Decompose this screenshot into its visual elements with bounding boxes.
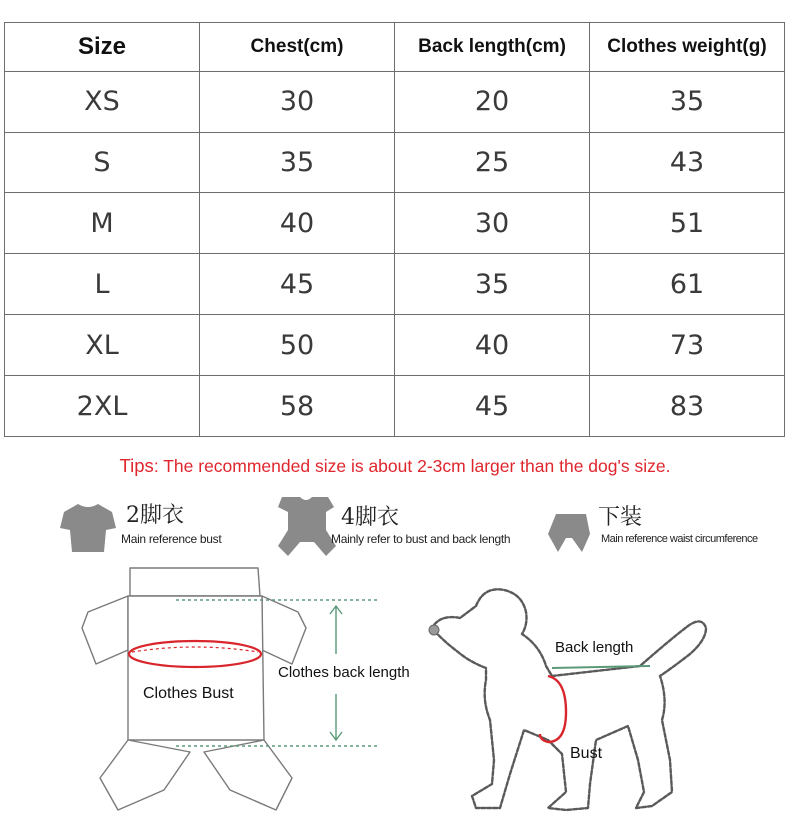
size-cell: M <box>5 193 200 254</box>
weight-cell: 61 <box>590 254 785 315</box>
chest-cell: 45 <box>200 254 395 315</box>
clothes-bust-label: Clothes Bust <box>143 685 234 702</box>
chest-cell: 30 <box>200 71 395 132</box>
dog-eye <box>429 625 439 635</box>
dog-outline <box>432 589 706 810</box>
category-subtitle: Main reference waist circumference <box>601 533 758 545</box>
size-cell: XL <box>5 315 200 376</box>
size-cell: L <box>5 254 200 315</box>
dog-bust-measure <box>540 676 566 742</box>
pants-icon <box>548 514 590 552</box>
size-cell: S <box>5 132 200 193</box>
category-title: 2脚衣 <box>126 503 184 528</box>
back-length-label: Back length <box>555 639 634 656</box>
category-subtitle: Mainly refer to bust and back length <box>331 532 511 546</box>
header-back-length: Back length(cm) <box>395 23 590 72</box>
tips-text: : The recommended size is about 2-3cm larger than the dog's size. <box>153 456 671 476</box>
weight-cell: 51 <box>590 193 785 254</box>
header-clothes-weight: Clothes weight(g) <box>590 23 785 72</box>
header-size: Size <box>5 23 200 72</box>
weight-cell: 73 <box>590 315 785 376</box>
back-length-cell: 40 <box>395 315 590 376</box>
four-leg-jumpsuit-icon <box>278 497 336 556</box>
weight-cell: 83 <box>590 376 785 437</box>
tips-prefix: Tips <box>119 455 154 476</box>
dog-back-length-measure <box>552 666 650 668</box>
back-length-cell: 20 <box>395 71 590 132</box>
weight-cell: 35 <box>590 71 785 132</box>
chest-cell: 50 <box>200 315 395 376</box>
back-length-cell: 45 <box>395 376 590 437</box>
size-cell: XS <box>5 71 200 132</box>
weight-cell: 43 <box>590 132 785 193</box>
chest-cell: 40 <box>200 193 395 254</box>
two-leg-shirt-icon <box>60 504 116 552</box>
chest-cell: 58 <box>200 376 395 437</box>
category-subtitle: Main reference bust <box>121 532 222 546</box>
header-chest: Chest(cm) <box>200 23 395 72</box>
category-title: 4脚衣 <box>341 505 399 530</box>
back-length-cell: 25 <box>395 132 590 193</box>
size-cell: 2XL <box>5 376 200 437</box>
back-length-cell: 30 <box>395 193 590 254</box>
clothes-back-length-label: Clothes back length <box>278 664 410 681</box>
chest-cell: 35 <box>200 132 395 193</box>
bust-label: Bust <box>570 745 603 762</box>
back-length-cell: 35 <box>395 254 590 315</box>
category-title: 下装 <box>598 505 643 530</box>
